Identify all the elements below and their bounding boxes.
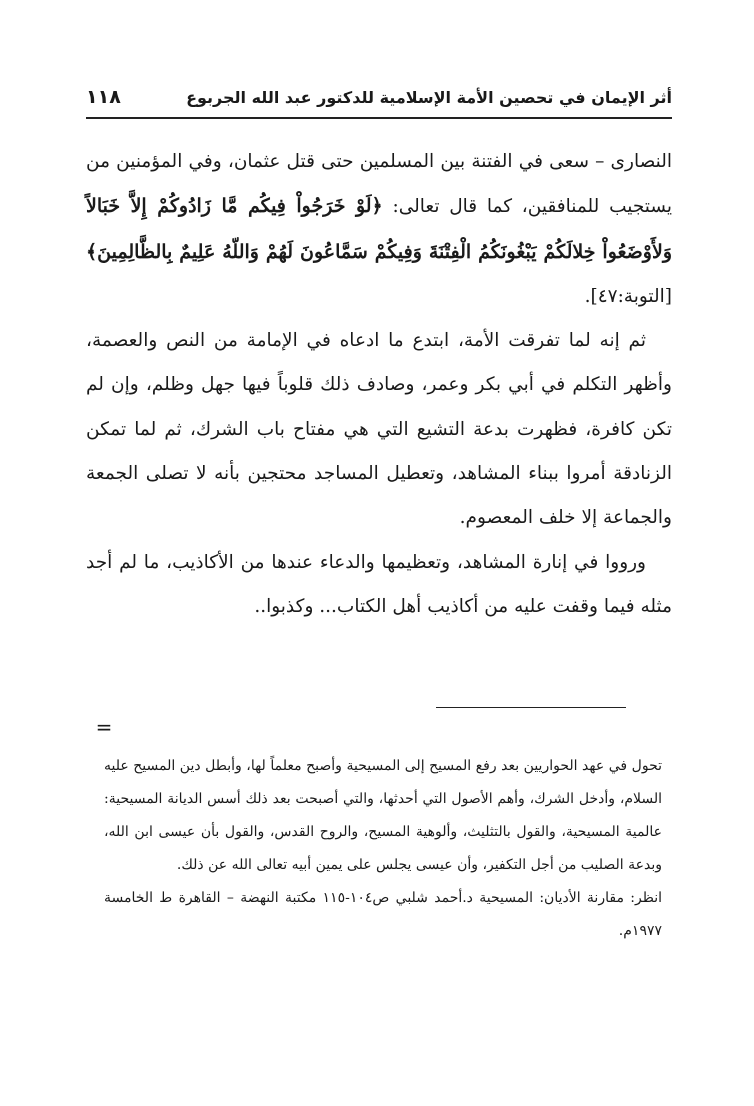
main-text (86, 140, 672, 629)
footnote-separator (436, 707, 626, 708)
quran-verse: ﴿لَوْ خَرَجُواْ فِيكُم مَّا زَادُوكُمْ إِلاَّ خَبَالاً وَلأَوْضَعُواْ خِلالَكُمْ يَبْغُونَكُمُ الْفِتْنَةَ وَفِيكُمْ سَمَّاعُونَ لَهُمْ وَاللّهُ عَلِيمٌ بِالظَّالِمِينَ﴾ (86, 195, 672, 263)
header-rule (86, 117, 672, 119)
footnote-continuation-mark: = (95, 715, 113, 739)
running-title: أثر الإيمان في تحصين الأمة الإسلامية للدكتور عبد الله الجربوع (186, 87, 672, 107)
paragraph-1 (86, 140, 672, 319)
page-number: ١١٨ (86, 86, 121, 108)
footnote-2: انظر: مقارنة الأديان: المسيحية د.أحمد شلبي ص١٠٤-١١٥ مكتبة النهضة – القاهرة ط الخامسة ١٩٧٧م. (104, 890, 662, 939)
paragraph-1-intro: النصارى – سعى في الفتنة بين المسلمين حتى قتل عثمان، وفي المؤمنين من يستجيب للمنافقين، كما قال تعالى: (86, 151, 673, 218)
footnote-1: تحول في عهد الحواريين بعد رفع المسيح إلى المسيحية وأصبح معلماً لها، وأبطل دين المسيح عليه السلام، وأدخل الشرك، وأهم الأصول التي أحدثها، والتي أصبحت بعد ذلك أسس الديانة المسيحية: عالمية المسيحية، والقول بالتثليث، وألوهية المسيح، والروح القدس، والقول بأن عيسى ابن الله، وبدعة الصليب من أجل التكفير، وأن عيسى يجلس على يمين أبيه تعالى الله عن ذلك. (104, 758, 663, 873)
quran-reference: [التوبة:٤٧]. (584, 285, 672, 307)
footnotes (104, 750, 662, 948)
page-header (86, 78, 672, 116)
paragraph-3: ورووا في إنارة المشاهد، وتعظيمها والدعاء عندها من الأكاذيب، ما لم أجد مثله فيما وقفت عليه من أكاذيب أهل الكتاب... وكذبوا.. (86, 551, 672, 617)
paragraph-2: ثم إنه لما تفرقت الأمة، ابتدع ما ادعاه في الإمامة من النص والعصمة، وأظهر التكلم في أبي بكر وعمر، وصادف ذلك قلوباً فيها جهل وظلم، وإن لم تكن كافرة، فظهرت بدعة التشيع التي هي مفتاح باب الشرك، ثم لما تمكن الزنادقة أمروا ببناء المشاهد، وتعطيل المساجد محتجين بأنه لا تصلى الجمعة والجماعة إلا خلف المعصوم. (86, 330, 672, 529)
